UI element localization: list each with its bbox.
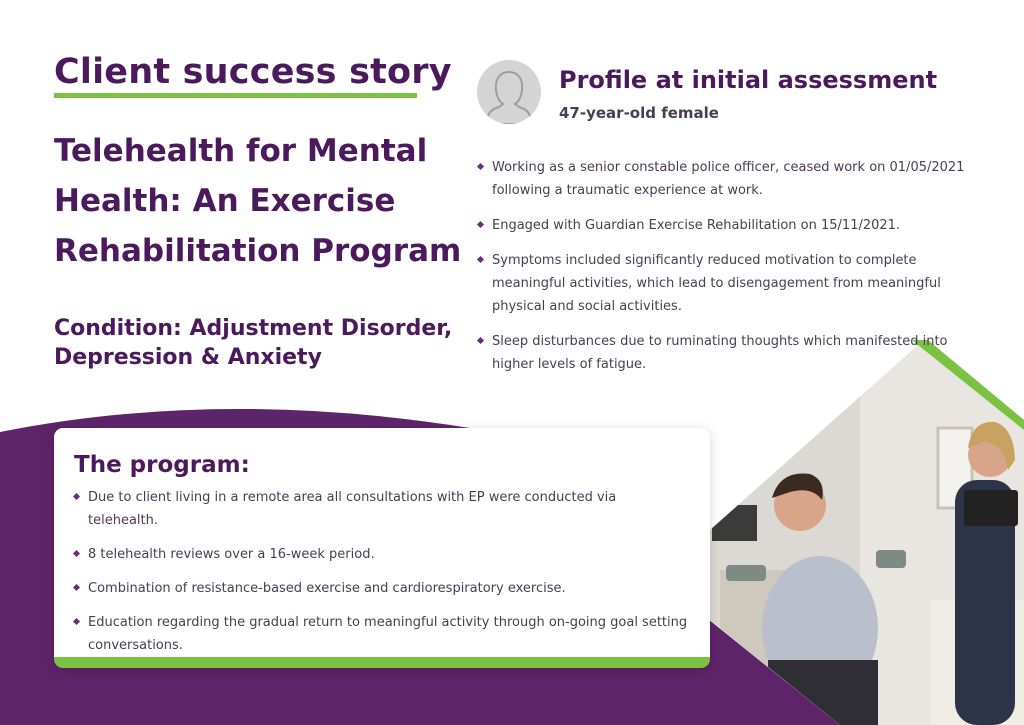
condition-heading: Condition: Adjustment Disorder, Depression & Anxiety: [54, 316, 453, 370]
eyebrow-underline: [54, 93, 417, 98]
diamond-bullet-icon: [73, 550, 80, 557]
list-item: Engaged with Guardian Exercise Rehabilitation on 15/11/2021.: [478, 214, 978, 237]
list-item: Combination of resistance-based exercise and cardiorespiratory exercise.: [74, 577, 690, 600]
list-item: Sleep disturbances due to ruminating thoughts which manifested into higher levels of fatigue.: [478, 330, 978, 376]
list-item: Working as a senior constable police officer, ceased work on 01/05/2021 following a traumatic experience at work.: [478, 156, 978, 202]
diamond-bullet-icon: [73, 584, 80, 591]
eyebrow-title: Client success story: [54, 52, 452, 92]
list-item: Education regarding the gradual return to meaningful activity through on-going goal setting conversations.: [74, 611, 690, 657]
list-item: Symptoms included significantly reduced motivation to complete meaningful activities, which lead to disengagement from meaningful physical and social activities.: [478, 249, 978, 318]
diamond-bullet-icon: [477, 163, 484, 170]
diamond-bullet-icon: [477, 221, 484, 228]
diamond-bullet-icon: [73, 618, 80, 625]
page-title: Telehealth for Mental Health: An Exercise Rehabilitation Program: [54, 133, 462, 269]
female-silhouette-icon: [477, 60, 541, 124]
program-title: The program:: [74, 452, 250, 478]
diamond-bullet-icon: [477, 337, 484, 344]
program-card: [54, 428, 710, 668]
profile-title: Profile at initial assessment: [559, 66, 938, 94]
diamond-bullet-icon: [73, 493, 80, 500]
list-item: 8 telehealth reviews over a 16-week period.: [74, 543, 690, 566]
profile-list: [478, 156, 978, 388]
diamond-bullet-icon: [477, 256, 484, 263]
program-list: [74, 486, 690, 657]
profile-subtitle: 47-year-old female: [559, 104, 719, 122]
list-item: Due to client living in a remote area all consultations with EP were conducted via telehealth.: [74, 486, 690, 532]
